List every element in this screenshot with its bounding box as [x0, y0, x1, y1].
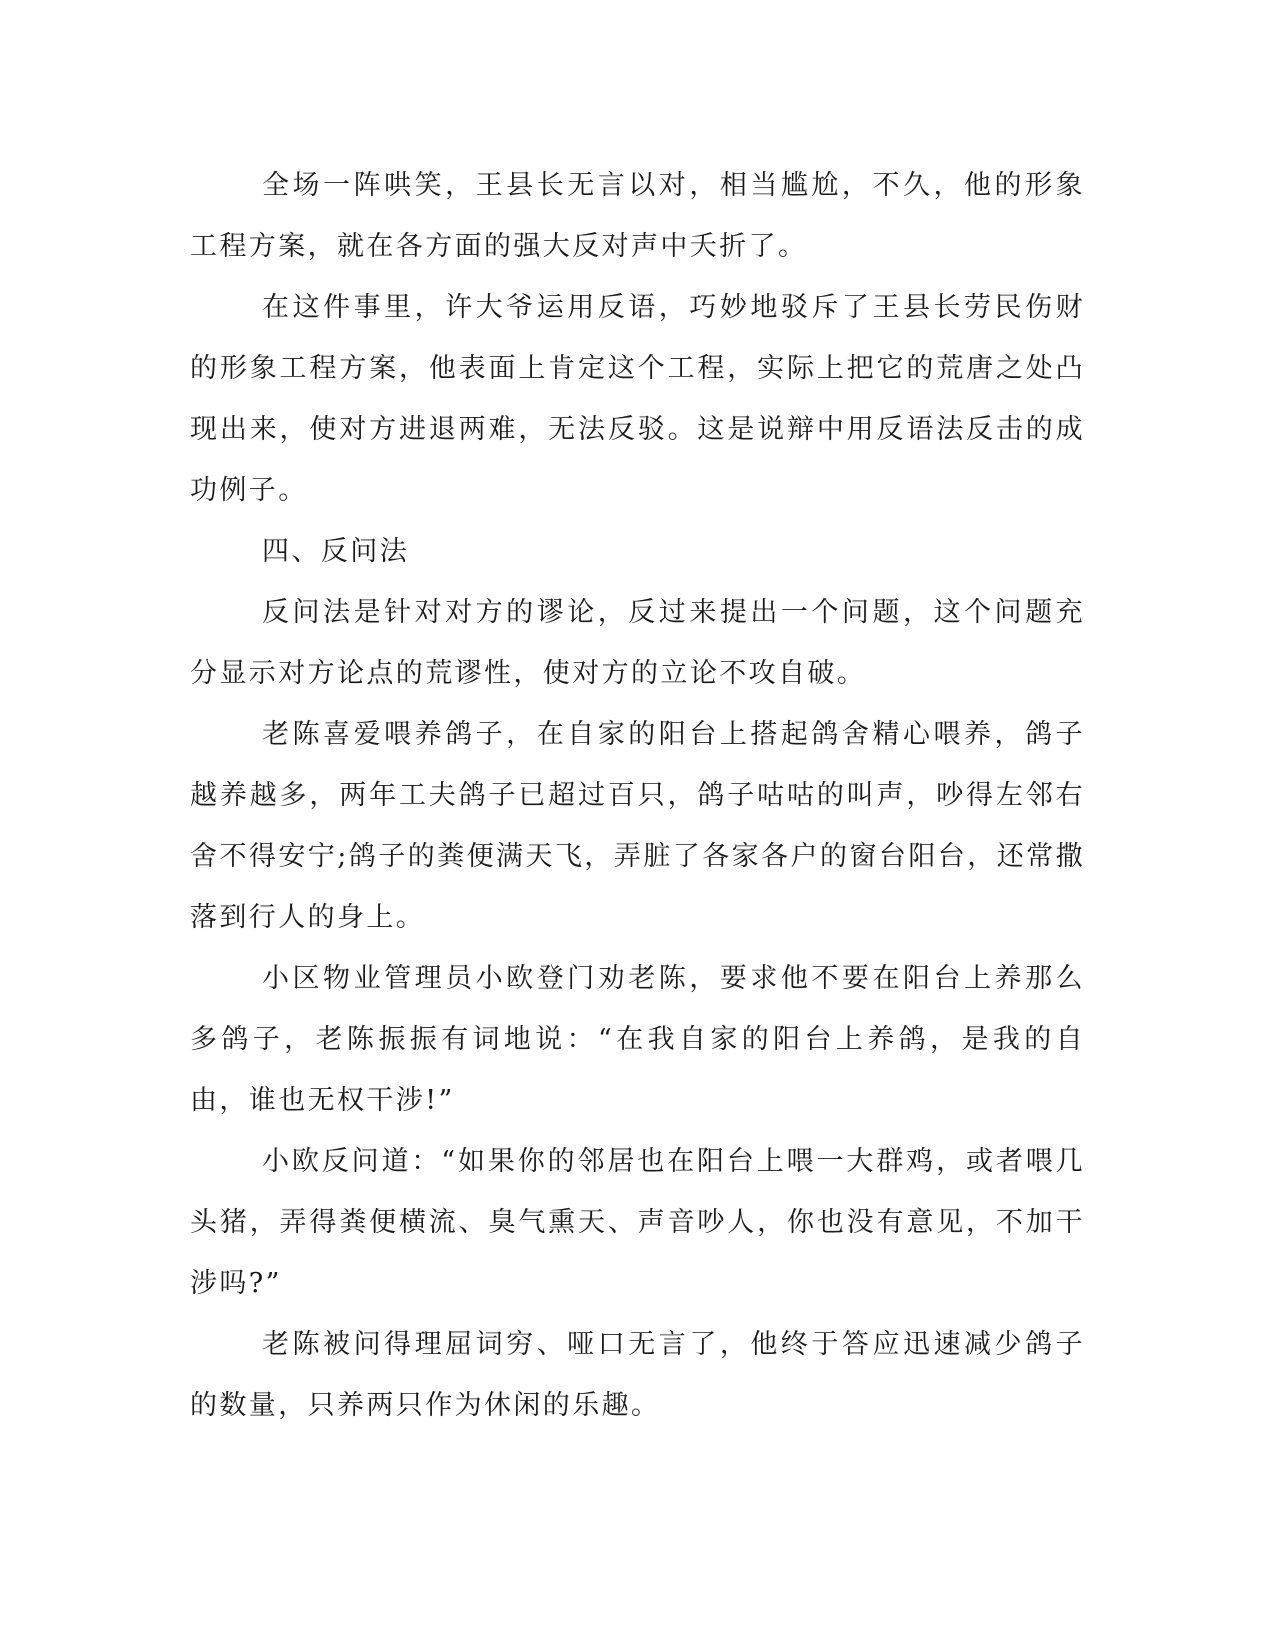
section-heading: 四、反问法	[262, 536, 409, 567]
paragraph-1: 全场一阵哄笑，王县长无言以对，相当尴尬，不久，他的形象工程方案，就在各方面的强大反对声中夭折了。	[190, 170, 1085, 262]
paragraph-7: 老陈被问得理屈词穷、哑口无言了，他终于答应迅速减少鸽子的数量，只养两只作为休闲的乐趣。	[190, 1329, 1085, 1421]
paragraph-5: 小区物业管理员小欧登门劝老陈，要求他不要在阳台上养那么多鸽子，老陈振振有词地说：“在我自家的阳台上养鸽，是我的自由，谁也无权干涉!”	[190, 963, 1085, 1116]
paragraph-6: 小欧反问道：“如果你的邻居也在阳台上喂一大群鸡，或者喂几头猪，弄得粪便横流、臭气熏天、声音吵人，你也没有意见，不加干涉吗?”	[190, 1146, 1085, 1299]
paragraph-2: 在这件事里，许大爷运用反语，巧妙地驳斥了王县长劳民伤财的形象工程方案，他表面上肯定这个工程，实际上把它的荒唐之处凸现出来，使对方进退两难，无法反驳。这是说辩中用反语法反击的成功例子。	[190, 292, 1085, 506]
document-page	[190, 155, 1085, 1436]
paragraph-4: 老陈喜爱喂养鸽子，在自家的阳台上搭起鸽舍精心喂养，鸽子越养越多，两年工夫鸽子已超过百只，鸽子咕咕的叫声，吵得左邻右舍不得安宁;鸽子的粪便满天飞，弄脏了各家各户的窗台阳台，还常撒落到行人的身上。	[190, 719, 1085, 933]
paragraph-3: 反问法是针对对方的谬论，反过来提出一个问题，这个问题充分显示对方论点的荒谬性，使对方的立论不攻自破。	[190, 597, 1085, 689]
